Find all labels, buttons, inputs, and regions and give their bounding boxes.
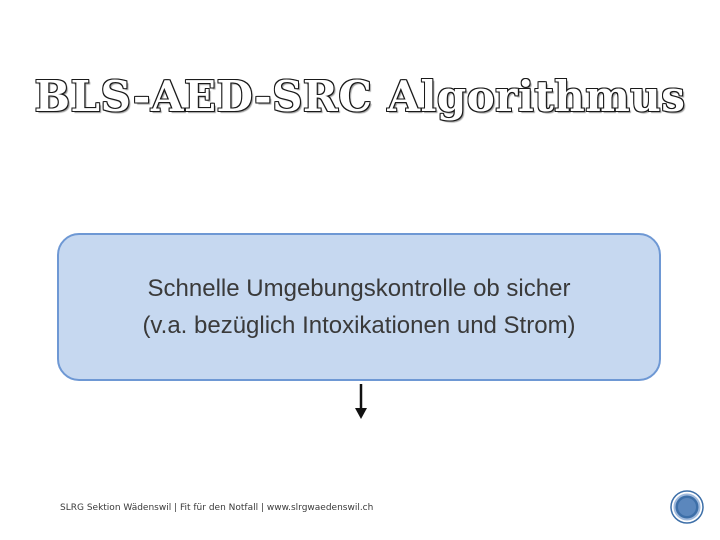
circle-nav-icon[interactable] [670, 490, 704, 524]
arrow-down-icon [354, 384, 368, 420]
footer-text: SLRG Sektion Wädenswil | Fit für den Notfall | www.slrgwaedenswil.ch [60, 503, 374, 513]
algorithm-step-box [57, 233, 661, 381]
step-text-line-1: Schnelle Umgebungskontrolle ob sicher [147, 275, 571, 302]
step-text-line-2: (v.a. bezüglich Intoxikationen und Strom) [142, 312, 576, 339]
slide-title: BLS-AED-SRC Algorithmus [34, 72, 686, 121]
